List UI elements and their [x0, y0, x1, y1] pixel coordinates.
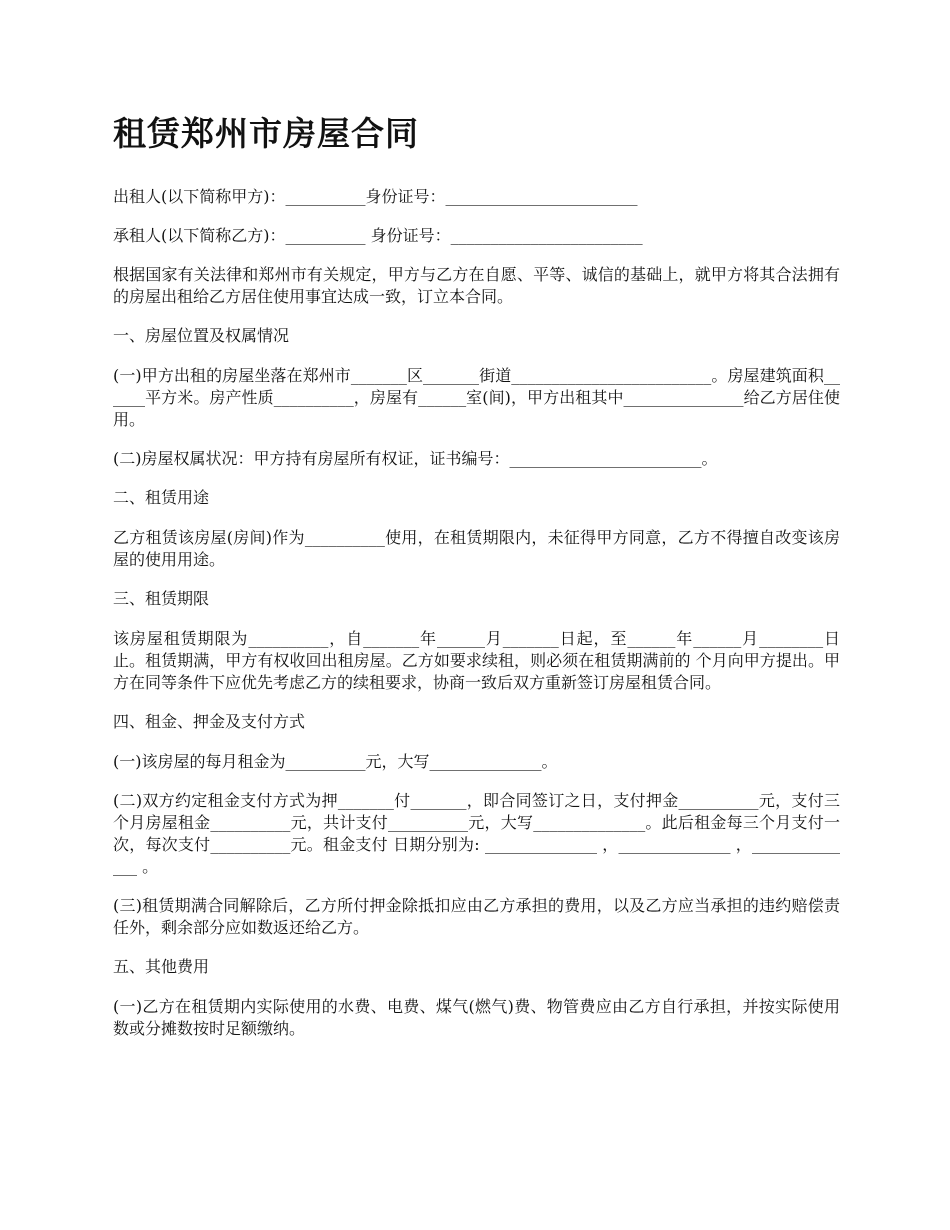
preamble-paragraph: 根据国家有关法律和郑州市有关规定，甲方与乙方在自愿、平等、诚信的基础上，就甲方将其合法拥有的房屋出租给乙方居住使用事宜达成一致，订立本合同。	[113, 265, 840, 306]
clause-1-2: (二)房屋权属状况：甲方持有房屋所有权证，证书编号：________________________。	[113, 449, 718, 468]
document-title: 租赁郑州市房屋合同	[113, 114, 419, 153]
clause-4-2: (二)双方约定租金支付方式为押_______付_______，即合同签订之日，支付押金__________元，支付三个月房屋租金__________元，共计支付__________元，大写______________。此后租金每三个月支付一次，每次支付__________元。租金支付 日期分别为: ______________ ，______________ ，______________ 。	[113, 791, 840, 876]
section-heading-5: 五、其他费用	[113, 957, 210, 976]
section-heading-2: 二、租赁用途	[113, 488, 210, 507]
section-heading-1: 一、房屋位置及权属情况	[113, 326, 290, 345]
clause-1-1: (一)甲方出租的房屋坐落在郑州市_______区_______街道_________________________。房屋建筑面积______平方米。房产性质__________，房屋有______室(间)，甲方出租其中_______________给乙方居住使用。	[113, 366, 840, 429]
lessor-line: 出租人(以下简称甲方)：__________身份证号：________________________	[113, 187, 638, 206]
clause-4-3: (三)租赁期满合同解除后，乙方所付押金除抵扣应由乙方承担的费用，以及乙方应当承担的违约赔偿责任外，剩余部分应如数返还给乙方。	[113, 896, 840, 937]
lessee-line: 承租人(以下简称乙方)：__________ 身份证号：________________________	[113, 226, 643, 245]
clause-5-1: (一)乙方在租赁期内实际使用的水费、电费、煤气(燃气)费、物管费应由乙方自行承担，并按实际使用数或分摊数按时足额缴纳。	[113, 997, 840, 1038]
section-heading-4: 四、租金、押金及支付方式	[113, 712, 306, 731]
clause-2: 乙方租赁该房屋(房间)作为__________使用，在租赁期限内，未征得甲方同意，乙方不得擅自改变该房屋的使用用途。	[113, 528, 840, 569]
document-page	[113, 112, 840, 1057]
clause-4-1: (一)该房屋的每月租金为__________元，大写______________。	[113, 752, 558, 771]
clause-3: 该房屋租赁期限为__________，自_______年______月_______日起，至______年______月________日止。租赁期满，甲方有权收回出租房屋。乙方如要求续租，则必须在租赁期满前的 个月向甲方提出。甲方在同等条件下应优先考虑乙方的续租要求，协商一致后双方重新签订房屋租赁合同。	[113, 629, 840, 692]
section-heading-3: 三、租赁期限	[113, 589, 210, 608]
